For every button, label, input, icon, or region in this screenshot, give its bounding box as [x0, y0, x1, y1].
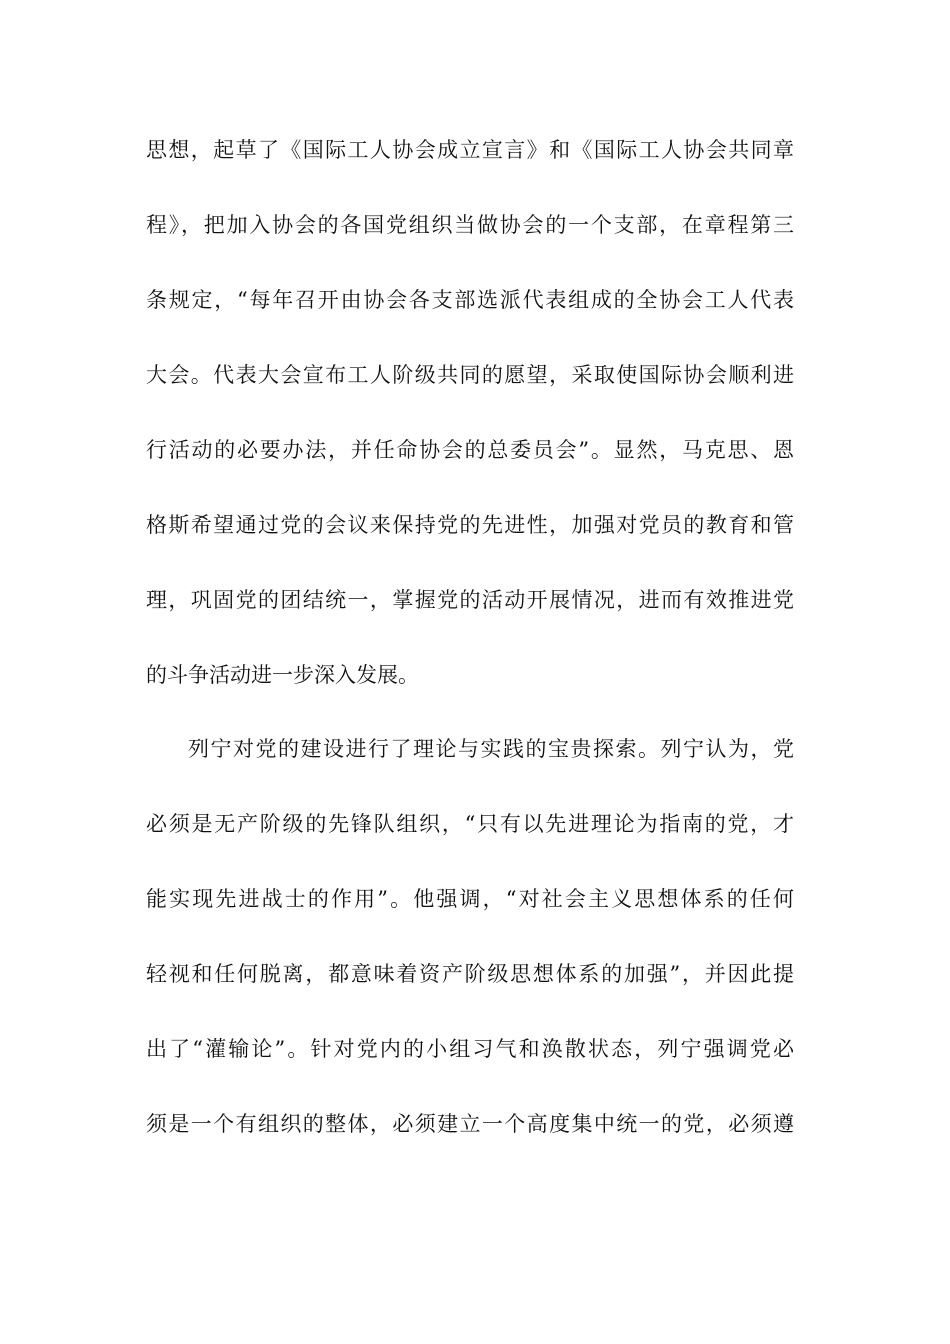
paragraph-line: 条规定，“每年召开由协会各支部选派代表组成的全协会工人代表	[146, 288, 794, 312]
paragraph-line: 列宁对党的建设进行了理论与实践的宝贵探索。列宁认为，党	[188, 737, 794, 761]
paragraph-line: 的斗争活动进一步深入发展。	[146, 663, 419, 687]
paragraph-line: 轻视和任何脱离，都意味着资产阶级思想体系的加强”，并因此提	[146, 962, 794, 986]
paragraph-line: 须是一个有组织的整体，必须建立一个高度集中统一的党，必须遵	[146, 1112, 794, 1136]
paragraph-line: 出了“灌输论”。针对党内的小组习气和涣散状态，列宁强调党必	[146, 1037, 794, 1061]
paragraph-line: 程》，把加入协会的各国党组织当做协会的一个支部，在章程第三	[146, 213, 794, 237]
paragraph-1	[146, 113, 794, 713]
paragraph-2	[146, 712, 794, 1162]
paragraph-line: 理，巩固党的团结统一，掌握党的活动开展情况，进而有效推进党	[146, 588, 794, 612]
paragraph-line: 格斯希望通过党的会议来保持党的先进性，加强对党员的教育和管	[146, 513, 794, 537]
paragraph-line: 能实现先进战士的作用”。他强调，“对社会主义思想体系的任何	[146, 887, 794, 911]
paragraph-line: 行活动的必要办法，并任命协会的总委员会”。显然，马克思、恩	[146, 438, 794, 462]
paragraph-line: 必须是无产阶级的先锋队组织，“只有以先进理论为指南的党，才	[146, 812, 794, 836]
paragraph-line: 大会。代表大会宣布工人阶级共同的愿望，采取使国际协会顺利进	[146, 363, 794, 387]
paragraph-line: 思想，起草了《国际工人协会成立宣言》和《国际工人协会共同章	[146, 138, 794, 162]
